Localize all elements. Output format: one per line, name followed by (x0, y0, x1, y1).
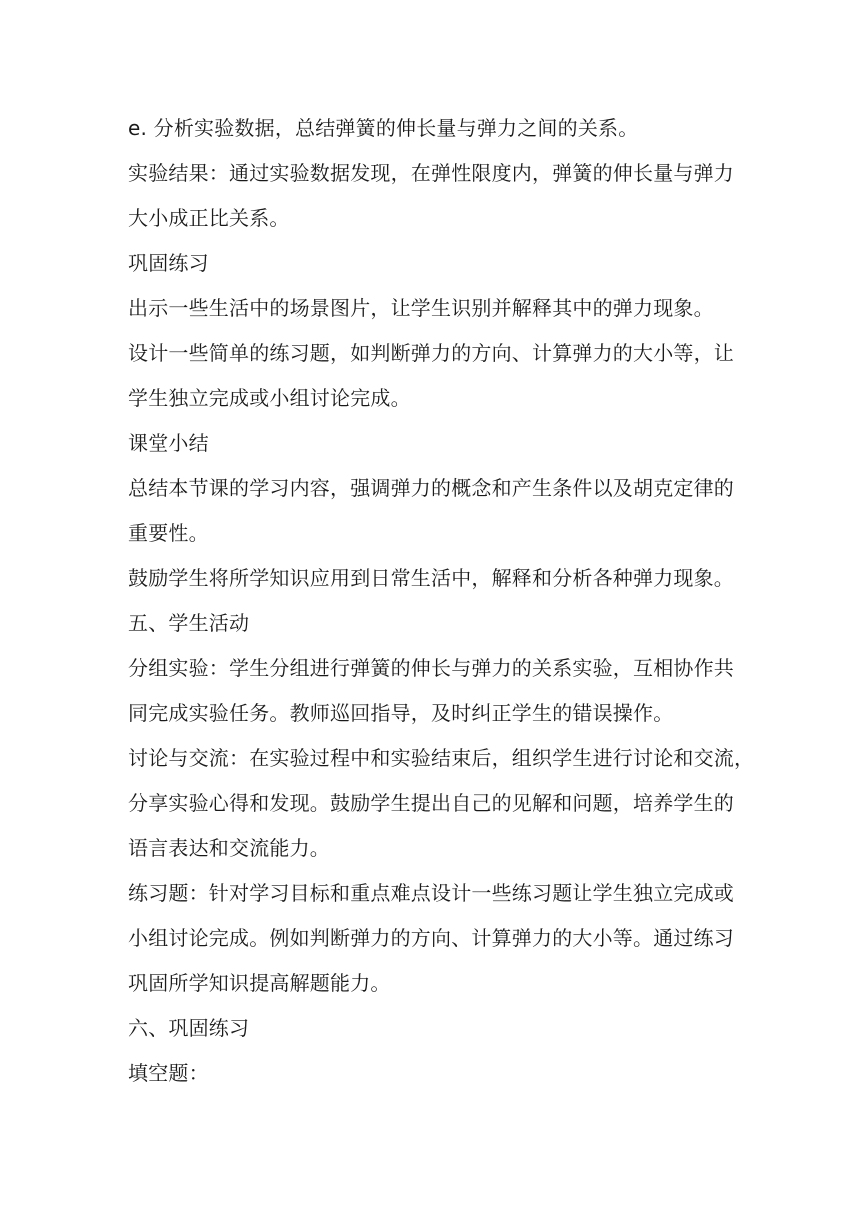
section-heading-summary: 课堂小结 (128, 431, 209, 455)
activity-discussion-cont-2: 语言表达和交流能力。 (128, 836, 330, 860)
step-e-text: e. 分析实验数据，总结弹簧的伸长量与弹力之间的关系。 (128, 116, 639, 140)
experiment-result-text-cont: 大小成正比关系。 (128, 206, 290, 230)
activity-discussion: 讨论与交流：在实验过程中和实验结束后，组织学生进行讨论和交流， (128, 746, 755, 770)
fill-in-blank-heading: 填空题： (128, 1061, 209, 1085)
section-heading-practice: 巩固练习 (128, 251, 209, 275)
section-heading-student-activities: 五、学生活动 (128, 611, 250, 635)
summary-item-1-cont: 重要性。 (128, 521, 209, 545)
practice-item-2: 设计一些简单的练习题，如判断弹力的方向、计算弹力的大小等，让 (128, 341, 734, 365)
activity-exercises-cont-2: 巩固所学知识提高解题能力。 (128, 971, 391, 995)
section-heading-consolidation: 六、巩固练习 (128, 1016, 250, 1040)
summary-item-1: 总结本节课的学习内容，强调弹力的概念和产生条件以及胡克定律的 (128, 476, 734, 500)
summary-item-2: 鼓励学生将所学知识应用到日常生活中，解释和分析各种弹力现象。 (128, 566, 734, 590)
practice-item-1: 出示一些生活中的场景图片，让学生识别并解释其中的弹力现象。 (128, 296, 714, 320)
practice-item-2-cont: 学生独立完成或小组讨论完成。 (128, 386, 411, 410)
activity-group-experiment-cont: 同完成实验任务。教师巡回指导，及时纠正学生的错误操作。 (128, 701, 674, 725)
experiment-result-text: 实验结果：通过实验数据发现，在弹性限度内，弹簧的伸长量与弹力 (128, 161, 734, 185)
activity-group-experiment: 分组实验：学生分组进行弹簧的伸长与弹力的关系实验，互相协作共 (128, 656, 734, 680)
activity-exercises-cont-1: 小组讨论完成。例如判断弹力的方向、计算弹力的大小等。通过练习 (128, 926, 734, 950)
activity-exercises: 练习题：针对学习目标和重点难点设计一些练习题让学生独立完成或 (128, 881, 734, 905)
activity-discussion-cont-1: 分享实验心得和发现。鼓励学生提出自己的见解和问题，培养学生的 (128, 791, 734, 815)
